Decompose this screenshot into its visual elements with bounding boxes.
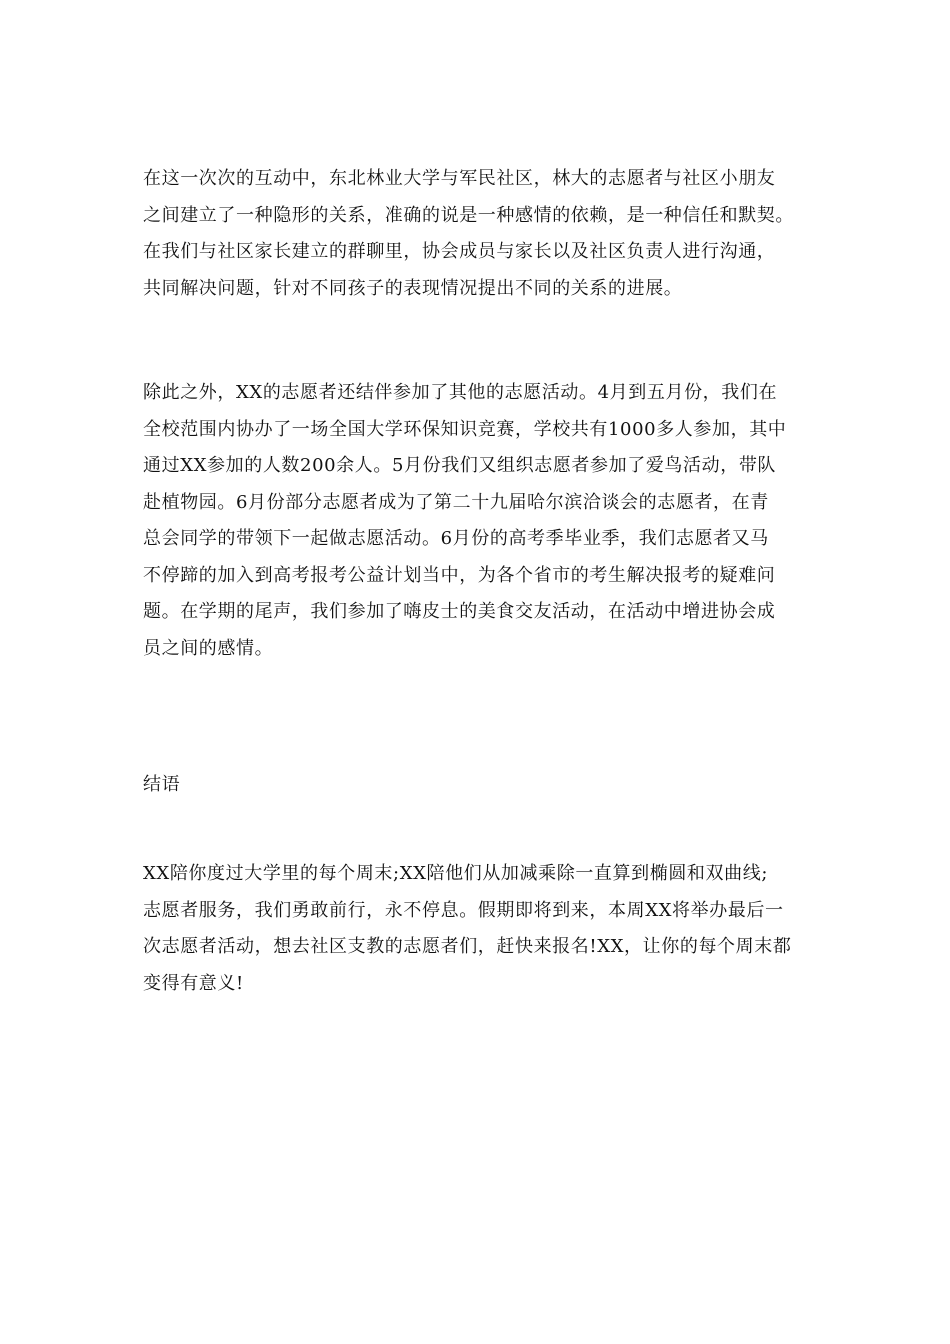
text-line: 全校范围内协办了一场全国大学环保知识竞赛，学校共有1000多人参加，其中 xyxy=(143,418,787,440)
text-line: 在我们与社区家长建立的群聊里，协会成员与家长以及社区负责人进行沟通， xyxy=(143,241,776,262)
paragraph-conclusion xyxy=(143,856,813,1002)
text-line: 次志愿者活动，想去社区支教的志愿者们，赶快来报名!XX，让你的每个周末都 xyxy=(143,936,792,957)
text-line: 志愿者服务，我们勇敢前行，永不停息。假期即将到来，本周XX将举办最后一 xyxy=(143,899,784,921)
text-line: 总会同学的带领下一起做志愿活动。6月份的高考季毕业季，我们志愿者又马 xyxy=(143,528,769,549)
text-line: 通过XX参加的人数200余人。5月份我们又组织志愿者参加了爱鸟活动，带队 xyxy=(143,455,777,476)
section-heading-conclusion xyxy=(143,767,813,804)
text-line: 赴植物园。6月份部分志愿者成为了第二十九届哈尔滨洽谈会的志愿者，在青 xyxy=(143,491,769,513)
text-line: 变得有意义! xyxy=(143,972,244,994)
text-line: 员之间的感情。 xyxy=(143,637,274,659)
paragraph-other-activities xyxy=(143,375,813,667)
text-line: 题。在学期的尾声，我们参加了嗨皮士的美食交友活动，在活动中增进协会成 xyxy=(143,601,776,622)
text-line: 在这一次次的互动中，东北林业大学与军民社区，林大的志愿者与社区小朋友 xyxy=(143,168,776,189)
text-line: 之间建立了一种隐形的关系，准确的说是一种感情的依赖，是一种信任和默契。 xyxy=(143,204,794,226)
text-line: 除此之外，XX的志愿者还结伴参加了其他的志愿活动。4月到五月份，我们在 xyxy=(143,382,778,403)
paragraph-community-interaction xyxy=(143,161,813,307)
text-line: 共同解决问题，针对不同孩子的表现情况提出不同的关系的进展。 xyxy=(143,277,683,299)
heading-text: 结语 xyxy=(143,774,181,795)
text-line: 不停蹄的加入到高考报考公益计划当中，为各个省市的考生解决报考的疑难问 xyxy=(143,564,776,586)
text-line: XX陪你度过大学里的每个周末;XX陪他们从加减乘除一直算到椭圆和双曲线; xyxy=(143,863,768,884)
